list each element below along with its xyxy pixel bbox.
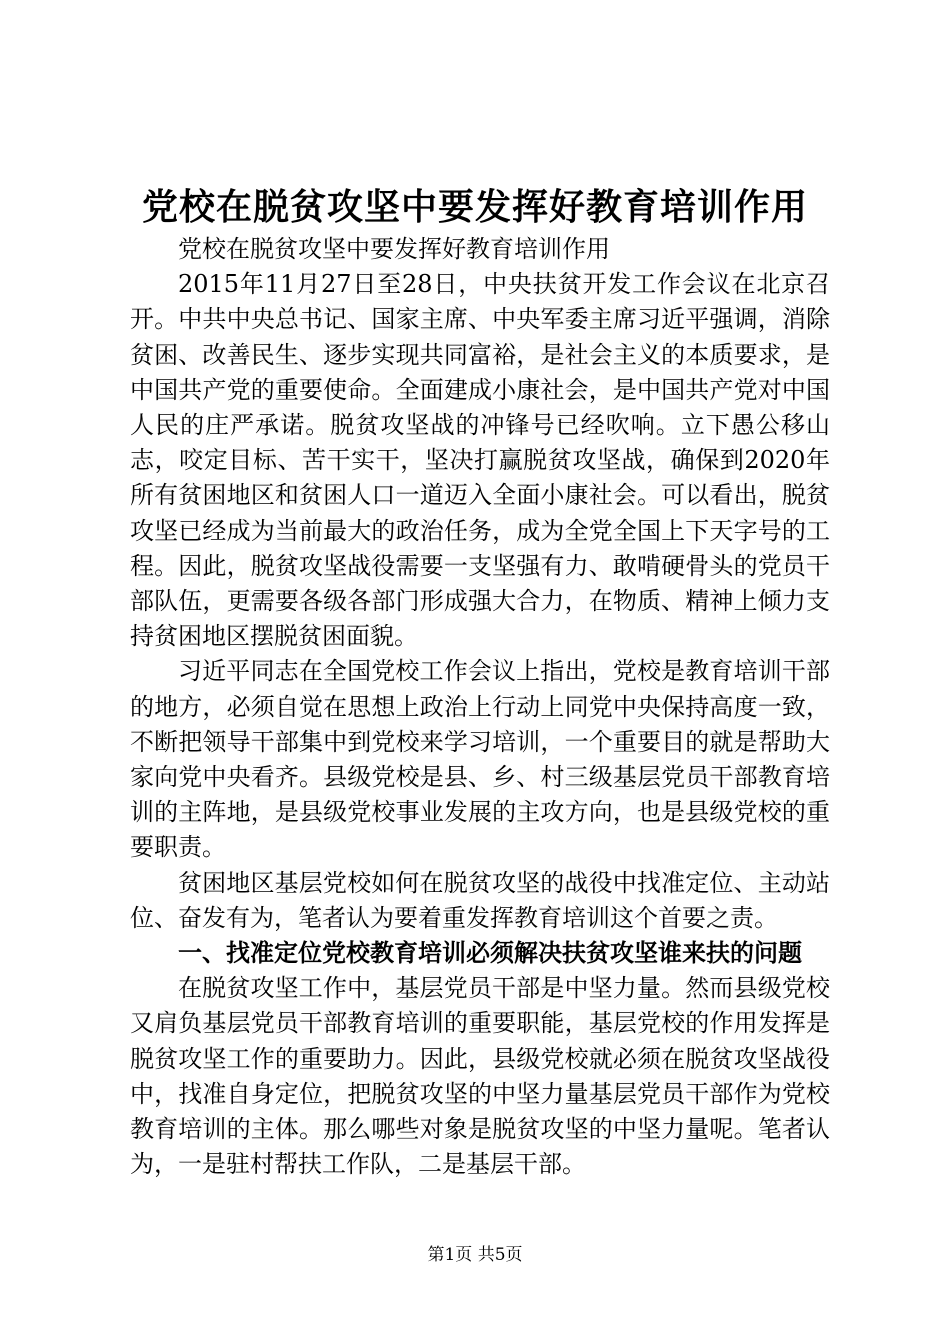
body-paragraph: 在脱贫攻坚工作中，基层党员干部是中坚力量。然而县级党校又肩负基层党员干部教育培训的重要职能，基层党校的作用发挥是脱贫攻坚工作的重要助力。因此，县级党校就必须在脱贫攻坚战役中，找准自身定位，把脱贫攻坚的中坚力量基层党员干部作为党校教育培训的主体。那么哪些对象是脱贫攻坚的中坚力量呢。笔者认为，一是驻村帮扶工作队，二是基层干部。 — [130, 974, 830, 1179]
section-heading: 一、找准定位党校教育培训必须解决扶贫攻坚谁来扶的问题 — [178, 939, 802, 968]
subtitle-paragraph: 党校在脱贫攻坚中要发挥好教育培训作用 — [178, 235, 610, 263]
page-footer: 第1页 共5页 — [427, 1245, 523, 1265]
document-body — [130, 232, 830, 1182]
body-paragraph: 贫困地区基层党校如何在脱贫攻坚的战役中找准定位、主动站位、奋发有为，笔者认为要着重发挥教育培训这个首要之责。 — [130, 868, 830, 932]
body-paragraph: 习近平同志在全国党校工作会议上指出，党校是教育培训干部的地方，必须自觉在思想上政治上行动上同党中央保持高度一致，不断把领导干部集中到党校来学习培训，一个重要目的就是帮助大家向党中央看齐。县级党校是县、乡、村三级基层党员干部教育培训的主阵地，是县级党校事业发展的主攻方向，也是县级党校的重要职责。 — [130, 657, 830, 862]
document-title: 党校在脱贫攻坚中要发挥好教育培训作用 — [141, 187, 808, 228]
body-paragraph: 2015年11月27日至28日，中央扶贫开发工作会议在北京召开。中共中央总书记、国家主席、中央军委主席习近平强调，消除贫困、改善民生、逐步实现共同富裕，是社会主义的本质要求，是中国共产党的重要使命。全面建成小康社会，是中国共产党对中国人民的庄严承诺。脱贫攻坚战的冲锋号已经吹响。立下愚公移山志，咬定目标、苦干实干，坚决打赢脱贫攻坚战，确保到2020年所有贫困地区和贫困人口一道迈入全面小康社会。可以看出，脱贫攻坚已经成为当前最大的政治任务，成为全党全国上下天字号的工程。因此，脱贫攻坚战役需要一支坚强有力、敢啃硬骨头的党员干部队伍，更需要各级各部门形成强大合力，在物质、精神上倾力支持贫困地区摆脱贫困面貌。 — [130, 270, 830, 651]
